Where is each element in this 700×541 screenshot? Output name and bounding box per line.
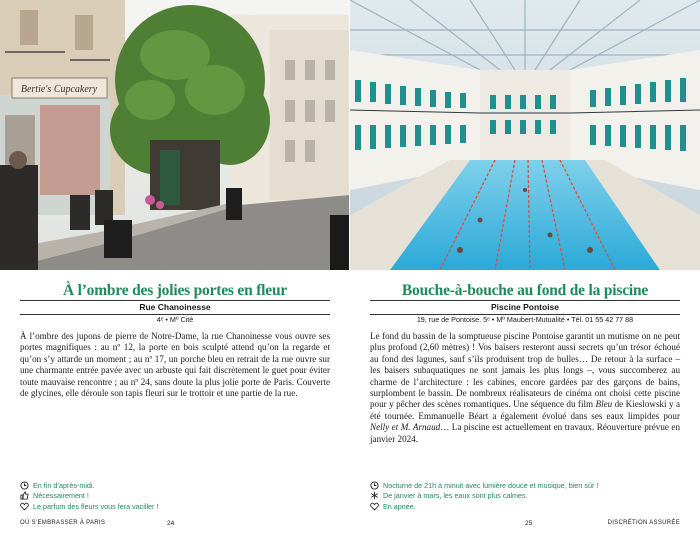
- cupcakery-sign: Bertie's Cupcakery: [20, 84, 98, 95]
- right-venue-name: Piscine Pontoise: [370, 300, 680, 315]
- right-page-number: 25: [525, 520, 533, 527]
- left-street-name: Rue Chanoinesse: [20, 300, 330, 315]
- snowflake-icon: [370, 491, 379, 500]
- heart-icon: [20, 502, 29, 511]
- right-tip-2-text: De janvier à mars, les eaux sont plus calmes.: [383, 491, 528, 501]
- right-page: [350, 0, 700, 541]
- left-article-body: À l’ombre des jupons de pierre de Notre-Dame, la rue Chanoinesse vous ouvre ses portes magnifiques : au nº 12, la porte en bois sculpté attend qu’on la regarde et qu’on s’y attarde un moment ; au nº 17, un porche bleu en retrait de la rue ouvre sur une charmante entrée pavée avec un arbuste qui fait discrètement le guet pour éviter toute mauvaise rencontre ; au nº 24, sans doute la plus jolie porte de Paris. Couverte de glycines, elle déroule son tapis fleuri sur le trottoir et une partie de la rue.: [20, 331, 330, 399]
- left-tip-3-text: Le parfum des fleurs vous fera vaciller !: [33, 501, 159, 511]
- right-article-title: Bouche-à-bouche au fond de la piscine: [401, 282, 649, 299]
- left-page-number: 24: [167, 520, 175, 527]
- piscine-pontoise-photo: [350, 0, 700, 270]
- right-tip-3-text: En apnée.: [383, 501, 416, 511]
- rue-chanoinesse-photo: [0, 0, 350, 270]
- right-tip-1: [370, 480, 680, 491]
- right-tip-1-text: Nocturne de 21h à minuit avec lumière douce et musique, bien sûr !: [383, 480, 599, 490]
- left-tip-2: [20, 491, 330, 502]
- right-running-footer: DISCRÉTION ASSURÉE: [607, 520, 680, 526]
- right-location-meta: 19, rue de Pontoise. 5ᵉ • Mº Maubert-Mutualité • Tél. 01 55 42 77 88: [416, 315, 634, 324]
- left-tip-1-text: En fin d’après-midi.: [33, 480, 95, 490]
- clock-icon: [20, 481, 29, 490]
- left-article-title: À l’ombre des jolies portes en fleur: [62, 282, 288, 299]
- left-location-meta: 4ᵉ • Mº Cité: [156, 315, 194, 324]
- left-tip-2-text: Nécessairement !: [33, 491, 89, 501]
- left-tip-3: [20, 501, 330, 512]
- right-tip-3: [370, 501, 680, 512]
- right-tip-2: [370, 491, 680, 502]
- left-tips: [20, 480, 330, 512]
- heart-icon: [370, 502, 379, 511]
- left-tip-1: [20, 480, 330, 491]
- right-tips: [370, 480, 680, 512]
- clock-icon: [370, 481, 379, 490]
- thumbs-up-icon: [20, 491, 29, 500]
- right-article-body: Le fond du bassin de la somptueuse piscine Pontoise garantit un mutisme on ne peut plus profond (2,60 mètres) ! Vos baisers resteront aussi secrets qu’un trésor échoué au fond des lagunes, sauf s’ils produisent trop de bulles… De retour à la surface – les baisers subaquatiques ne sont jamais les plus longs –, vous succomberez au charme de l’architecture : les cabines, encore gardées par des garçons de bains, surplombent le bassin. De nombreux réalisateurs de cinéma ont choisi cette piscine pour y pêcher des scènes romantiques. Une séquence du film Bleu de Kieslowski y a été tournée. Emmanuelle Béart a également évolué dans ses eaux limpides pour Nelly et M. Arnaud… La piscine est actuellement en travaux. Réouverture prévue en janvier 2024.: [370, 331, 681, 444]
- left-running-footer: OÙ S’EMBRASSER À PARIS: [20, 520, 106, 526]
